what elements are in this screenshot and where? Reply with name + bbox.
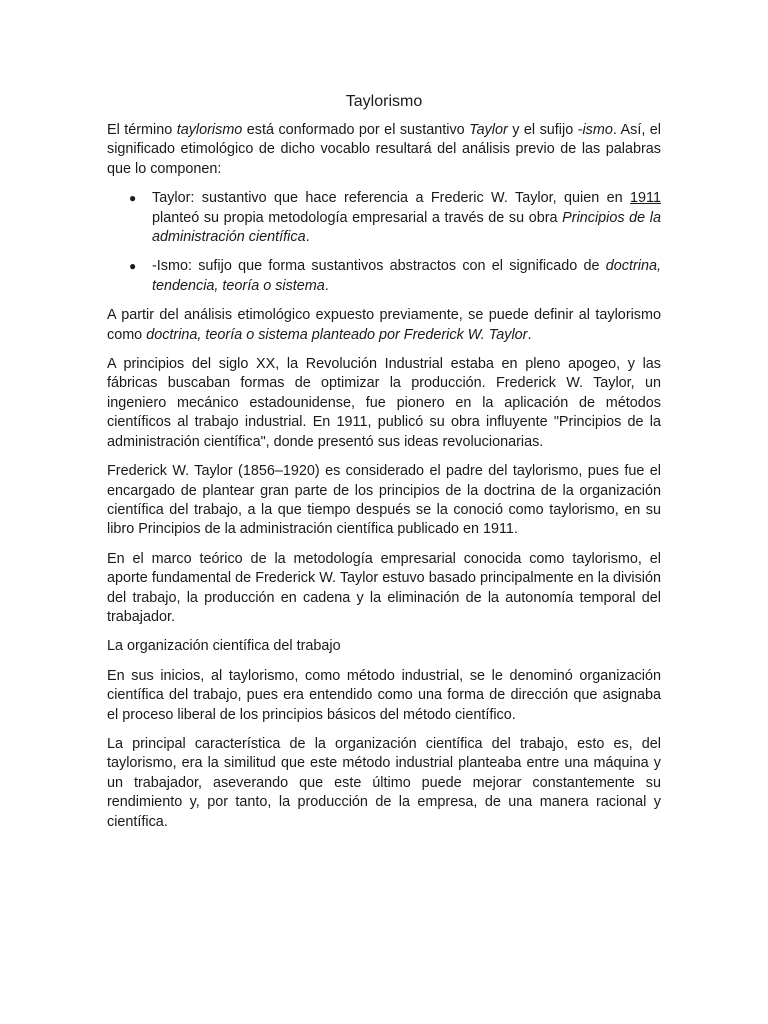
list-item-ismo bbox=[107, 257, 661, 296]
intro-text-3: y el sufijo bbox=[507, 122, 578, 138]
body-paragraph: En sus inicios, al taylorismo, como método industrial, se le denominó organización científica del trabajo, pues era entendido como una forma de dirección que asignaba el proceso liberal de los principios básicos del método científico. bbox=[107, 667, 661, 723]
body-paragraph: La principal característica de la organización científica del trabajo, esto es, del taylorismo, era la similitud que este método industrial planteaba entre una máquina y un trabajador, aseverando que este último puede mejorar constantemente su rendimiento y, por tanto, la producción de la empresa, de una manera racional y científica. bbox=[107, 735, 661, 830]
list-item-text-3: . bbox=[324, 277, 329, 294]
definition-emphasis: doctrina, teoría o sistema planteado por Frederick W. Taylor bbox=[146, 326, 528, 343]
section-subheading: La organización científica del trabajo bbox=[107, 638, 341, 655]
year-link[interactable]: 1911 bbox=[630, 190, 661, 207]
list-item-text-1: Taylor: sustantivo que hace referencia a Frederic W. Taylor, quien en bbox=[152, 190, 631, 207]
list-item-text-2: planteó su propia metodología empresarial a través de su obra bbox=[152, 209, 563, 226]
definition-text-1: A partir del análisis etimológico expuesto previamente, se puede definir al taylorismo como bbox=[107, 307, 661, 343]
etymology-list bbox=[107, 189, 661, 296]
body-paragraph: En el marco teórico de la metodología empresarial conocida como taylorismo, el aporte fundamental de Frederick W. Taylor estuvo basado principalmente en la división del trabajo, la producción en cadena y la eliminación de la autonomía temporal del trabajador. bbox=[107, 550, 661, 625]
ismo-meaning: doctrina, tendencia, teoría o sistema bbox=[152, 258, 661, 294]
intro-paragraph bbox=[107, 121, 661, 179]
list-item-taylor bbox=[107, 189, 661, 247]
intro-text-1: El término bbox=[107, 122, 177, 138]
bullet-icon: ● bbox=[129, 191, 137, 206]
intro-text-4: . Así, el significado etimológico de dicho vocablo resultará del análisis previo de las palabras que lo componen: bbox=[107, 122, 661, 177]
intro-term-taylor: Taylor bbox=[469, 122, 508, 138]
bullet-icon: ● bbox=[129, 259, 137, 274]
definition-paragraph bbox=[107, 306, 661, 345]
document-title: Taylorismo bbox=[345, 93, 423, 110]
intro-term-taylorismo: taylorismo bbox=[176, 122, 243, 138]
body-paragraph: A principios del siglo XX, la Revolución Industrial estaba en pleno apogeo, y las fábricas buscaban formas de optimizar la producción. Frederick W. Taylor, un ingeniero mecánico estadounidense, fue pionero en la aplicación de métodos científicos al trabajo industrial. En 1911, publicó su obra influyente "Principios de la administración científica", donde presentó sus ideas revolucionarias. bbox=[107, 356, 661, 450]
list-item-text-1: -Ismo: sufijo que forma sustantivos abstractos con el significado de bbox=[152, 258, 606, 275]
intro-term-ismo: -ismo bbox=[577, 122, 613, 138]
book-title: Principios de la administración científica bbox=[152, 209, 661, 246]
list-item-text-3: . bbox=[305, 229, 310, 246]
definition-text-2: . bbox=[527, 326, 532, 343]
body-paragraph: Frederick W. Taylor (1856–1920) es considerado el padre del taylorismo, pues fue el encargado de plantear gran parte de los principios de la doctrina de la organización científica del trabajo, a la que tiempo después se la conoció como taylorismo, en su libro Principios de la administración científica publicado en 1911. bbox=[107, 463, 661, 538]
intro-text-2: está conformado por el sustantivo bbox=[242, 122, 470, 138]
